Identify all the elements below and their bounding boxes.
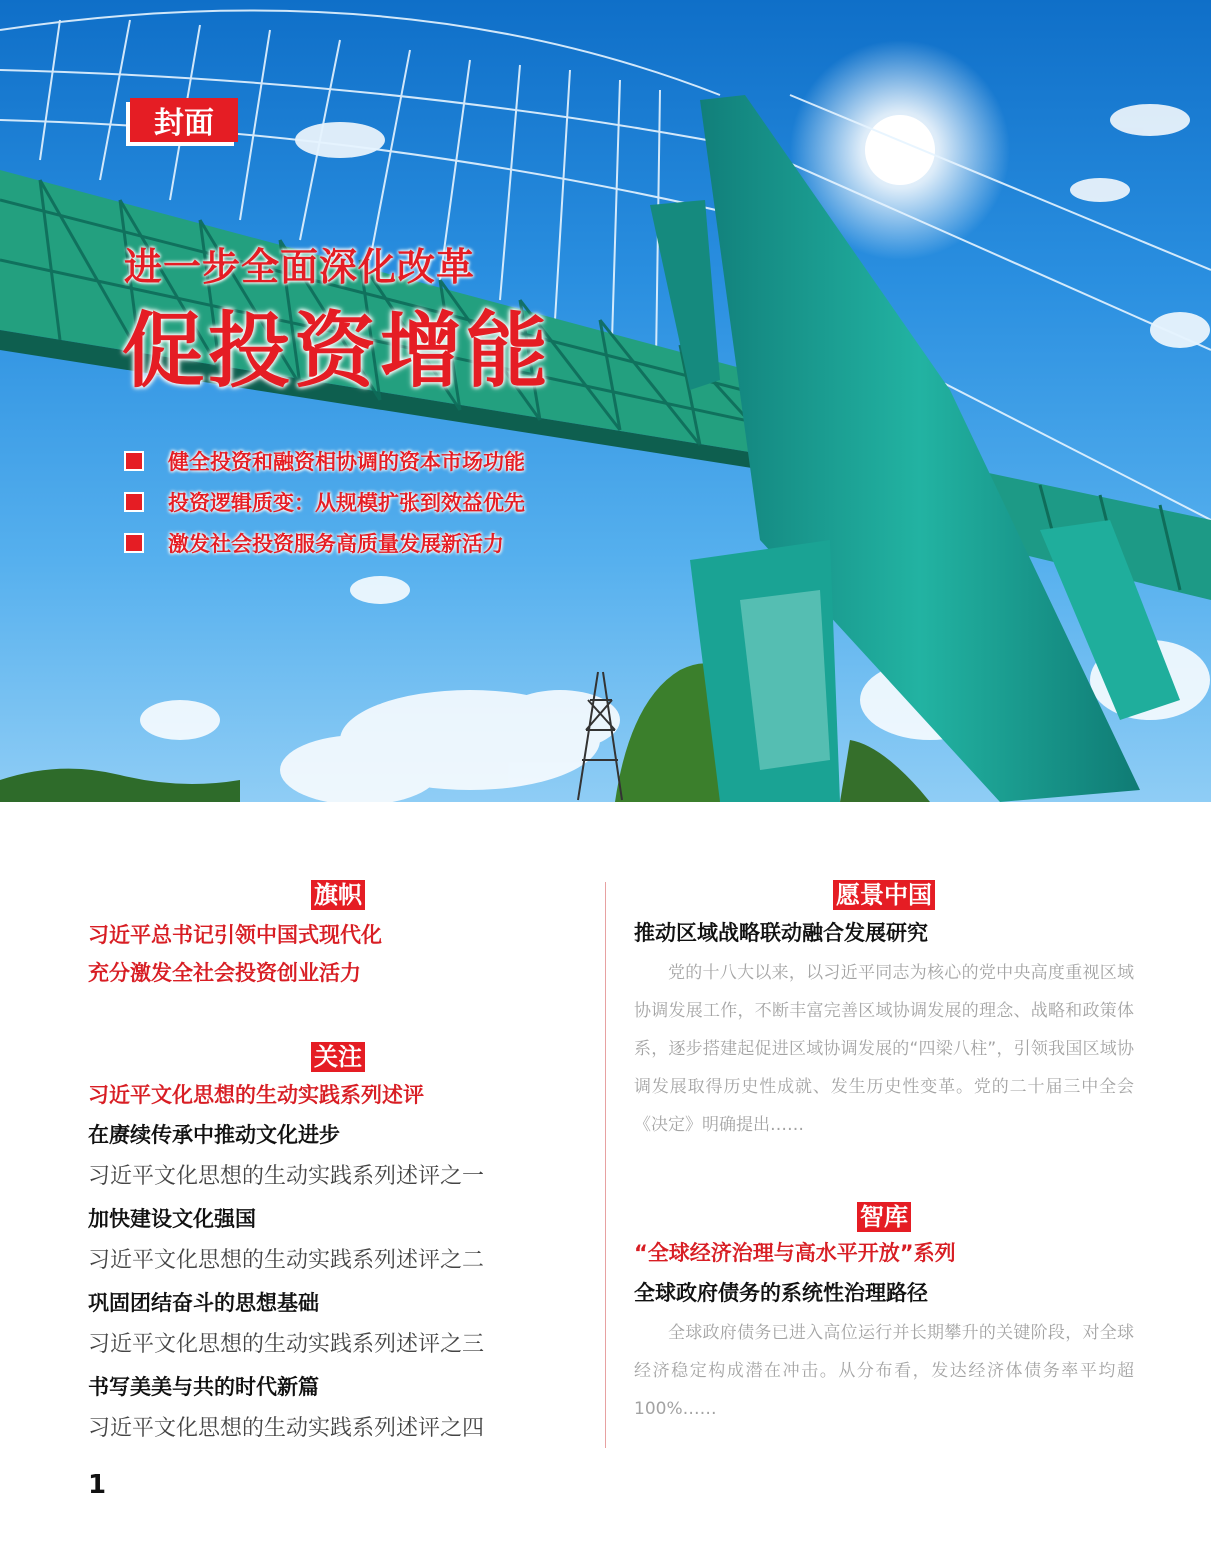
cover-bullet-text: 健全投资和融资相协调的资本市场功能 — [168, 449, 525, 474]
article-subtitle: 习近平文化思想的生动实践系列述评之一 — [88, 1164, 485, 1189]
qizhi-line[interactable]: 习近平总书记引领中国式现代化 — [88, 923, 382, 947]
zhiku-excerpt — [634, 1314, 1134, 1428]
cover-kicker: 进一步全面深化改革 — [124, 245, 476, 289]
cover-bullet-text: 投资逻辑质变：从规模扩张到效益优先 — [168, 490, 525, 515]
cover-title: 促投资增能 — [122, 304, 553, 399]
qizhi-line[interactable]: 充分激发全社会投资创业活力 — [88, 961, 361, 985]
article-subtitle: 习近平文化思想的生动实践系列述评之四 — [88, 1416, 485, 1441]
cover-bullet[interactable] — [126, 522, 525, 563]
yuanjing-article-title[interactable]: 推动区域战略联动融合发展研究 — [634, 921, 928, 945]
article-title[interactable]: 加快建设文化强国 — [88, 1207, 256, 1231]
cover-bullet[interactable] — [126, 481, 525, 522]
cover-bullet-list — [126, 440, 525, 563]
cover-bullet[interactable] — [126, 440, 525, 481]
contents-right-column — [634, 880, 1134, 1428]
red-square-icon — [126, 535, 142, 551]
article-subtitle: 习近平文化思想的生动实践系列述评之二 — [88, 1248, 485, 1273]
column-divider — [605, 882, 606, 1448]
article-title[interactable]: 在赓续传承中推动文化进步 — [88, 1123, 340, 1147]
section-label-qizhi: 旗帜 — [311, 880, 365, 910]
section-label-zhiku: 智库 — [857, 1202, 911, 1232]
section-label-guanzhu: 关注 — [311, 1042, 365, 1072]
zhiku-excerpt-text: 全球政府债务已进入高位运行并长期攀升的关键阶段，对全球经济稳定构成潜在冲击。从分布看，发达经济体债务率平均超 100%…… — [634, 1323, 1134, 1419]
yuanjing-excerpt-text: 党的十八大以来，以习近平同志为核心的党中央高度重视区域协调发展工作，不断丰富完善区域协调发展的理念、战略和政策体系，逐步搭建起促进区域协调发展的“四梁八柱”，引领我国区域协调发展取得历史性成就、发生历史性变革。党的二十届三中全会《决定》明确提出…… — [634, 963, 1134, 1135]
zhiku-article-title[interactable]: 全球政府债务的系统性治理路径 — [634, 1281, 928, 1305]
section-label-yuanjing: 愿景中国 — [833, 880, 935, 910]
red-square-icon — [126, 494, 142, 510]
article-subtitle: 习近平文化思想的生动实践系列述评之三 — [88, 1332, 485, 1357]
cover-bullet-text: 激发社会投资服务高质量发展新活力 — [168, 531, 504, 556]
article-title[interactable]: 书写美美与共的时代新篇 — [88, 1375, 319, 1399]
red-square-icon — [126, 453, 142, 469]
page-number: 1 — [88, 1470, 107, 1500]
zhiku-series-title[interactable]: “全球经济治理与高水平开放”系列 — [634, 1241, 956, 1265]
guanzhu-series-title[interactable]: 习近平文化思想的生动实践系列述评 — [88, 1083, 424, 1107]
yuanjing-excerpt — [634, 954, 1134, 1144]
cover-tag: 封面 — [130, 98, 238, 142]
contents-left-column — [88, 880, 588, 1450]
article-title[interactable]: 巩固团结奋斗的思想基础 — [88, 1291, 319, 1315]
